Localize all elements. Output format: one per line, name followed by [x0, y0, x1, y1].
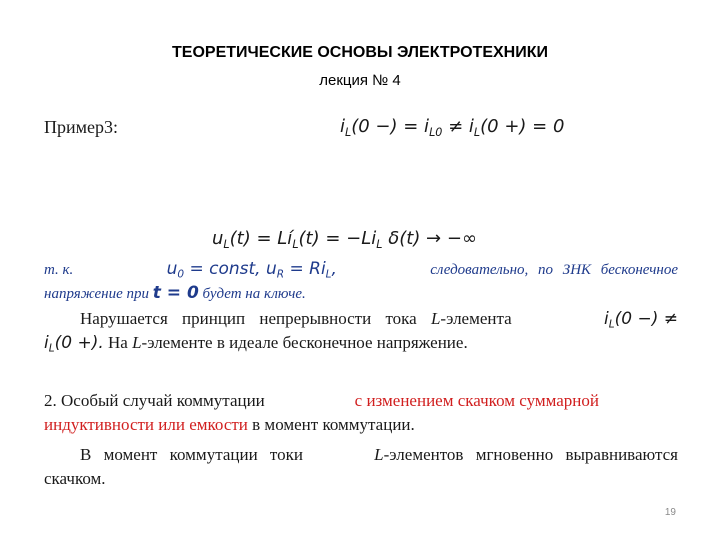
section-2-line-1 [44, 391, 599, 411]
section-2-highlight-1: с изменением скачком суммарной [354, 391, 599, 410]
continuity-text-b: -элемента [440, 309, 512, 328]
note-line-2 [44, 283, 306, 303]
equalize-text-a: В момент коммутации токи [80, 445, 303, 464]
note-line-1 [44, 259, 678, 279]
continuity-line2-l: L [132, 333, 142, 352]
note-conclusion: следовательно, по ЗНК бесконечное [430, 262, 678, 278]
note-since: т. к. [44, 262, 74, 278]
note-time-zero: t = 0 [152, 283, 199, 303]
note-on-switch: будет на ключе. [202, 286, 306, 302]
section-2-highlight-2: индуктивности или емкости [44, 415, 248, 434]
section-2-line-2 [44, 415, 415, 435]
continuity-text-a: Нарушается принцип непрерывности тока [80, 309, 417, 328]
formula-inductor-voltage-text: $u_L(t)$ = $Lí_L(t) = -Li_L$ δ(t) → −∞ [212, 228, 477, 251]
section-2-end: в момент коммутации. [252, 415, 415, 434]
note-voltage-at: напряжение при [44, 286, 149, 302]
continuity-formula: $i_L(0$ −) ≠ [604, 309, 678, 331]
equalize-text-b: -элементов мгновенно выравниваются [383, 445, 678, 464]
paragraph-equalize-line-2: скачком. [44, 469, 106, 488]
paragraph-continuity-line-2 [44, 333, 468, 353]
continuity-line2-b: -элементе в идеале бесконечное напряжение. [141, 333, 468, 352]
equalize-text-b-wrap [374, 445, 678, 465]
continuity-l-symbol: L [430, 309, 441, 328]
paragraph-equalize-line-1 [80, 445, 678, 465]
paragraph-continuity-line-1 [80, 309, 678, 329]
formula-initial-current [340, 116, 564, 137]
lecture-number: лекция № 4 [319, 72, 401, 89]
equalize-l-symbol: L [374, 445, 384, 464]
note-formula: $u_0$ = const, $u_R = Ri_L$, [166, 259, 337, 281]
continuity-line2-a: На [108, 333, 128, 352]
section-2-heading: 2. Особый случай коммутации [44, 391, 265, 410]
slide-title: ТЕОРЕТИЧЕСКИЕ ОСНОВЫ ЭЛЕКТРОТЕХНИКИ [172, 44, 548, 61]
paragraph-continuity-text [80, 309, 512, 329]
formula-inductor-voltage [212, 228, 477, 249]
formula-initial-current-text: $i_L(0$ −) = $i_{L0} \ne i_L(0$ +) = 0 [340, 116, 565, 139]
page-number: 19 [664, 507, 676, 518]
continuity-formula-end: $i_L(0$ +). [44, 333, 104, 355]
example-label: Пример3: [44, 117, 119, 137]
